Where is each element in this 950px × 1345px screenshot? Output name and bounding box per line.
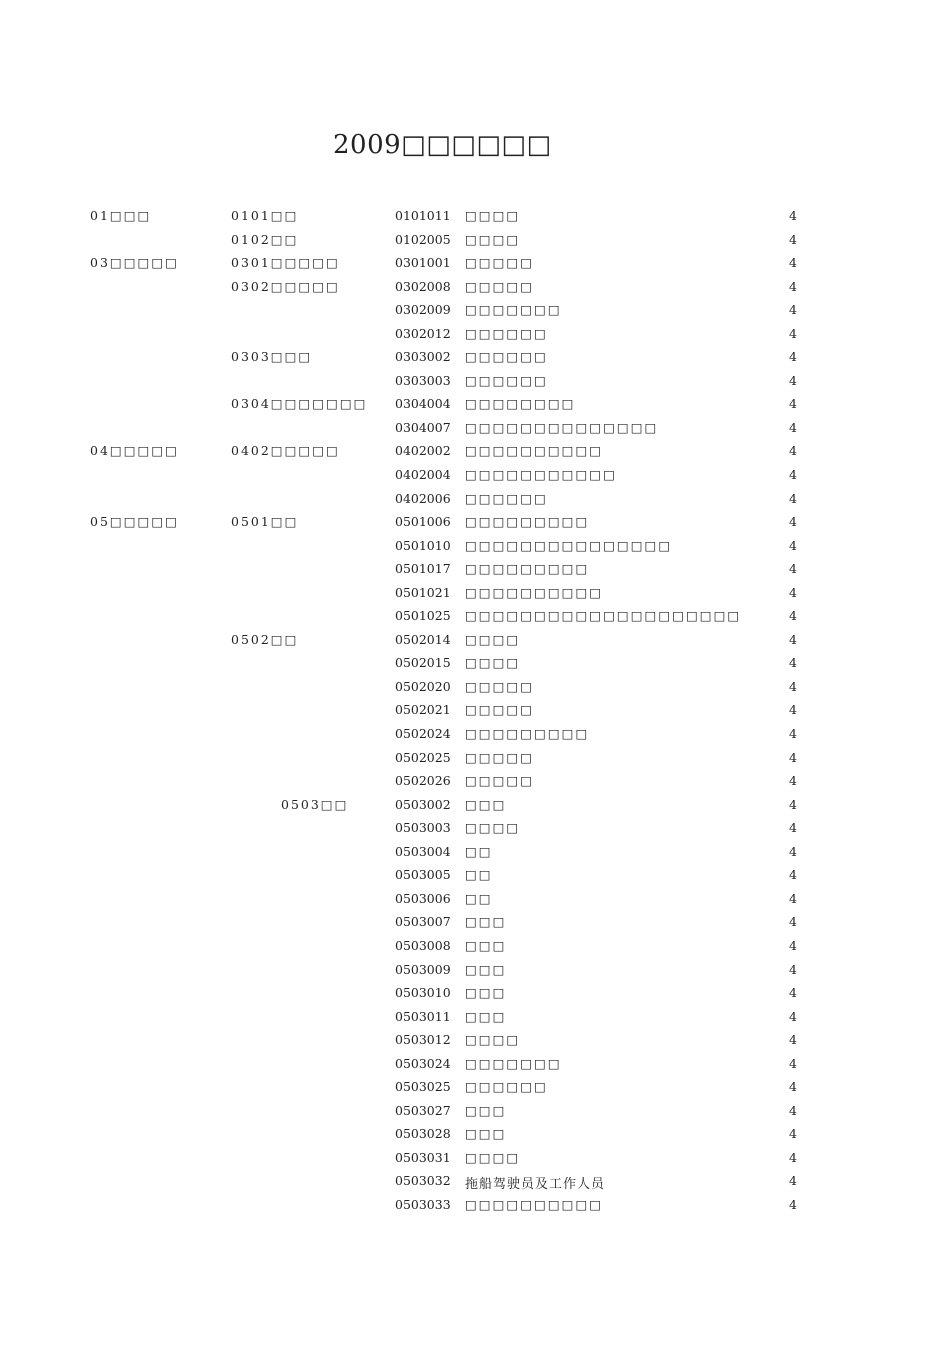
occupation-name-cell: □□□□□□□□□□ [465,443,604,459]
table-row [0,393,950,417]
table-row [0,558,950,582]
code-cell: 0304007 [395,419,451,435]
level-cell: 4 [789,1055,797,1071]
code-cell: 0503028 [395,1126,451,1142]
code-cell: 0501010 [395,537,451,553]
code-cell: 0501017 [395,561,451,577]
table-row [0,488,950,512]
level-cell: 4 [789,726,797,742]
level-cell: 4 [789,608,797,624]
occupation-name-cell: □□□□□ [465,702,535,718]
table-row [0,1123,950,1147]
table-row [0,252,950,276]
level-cell: 4 [789,537,797,553]
occupation-name-cell: □□□□ [465,231,521,247]
code-cell: 0303003 [395,372,451,388]
occupation-name-cell: □□□□□□□ [465,302,562,318]
level-cell: 4 [789,372,797,388]
table-row [0,276,950,300]
category-cell: 04□□□□□ [90,443,179,459]
level-cell: 4 [789,843,797,859]
table-row [0,747,950,771]
table-row [0,935,950,959]
occupation-name-cell: □□□□□ [465,678,535,694]
level-cell: 4 [789,1126,797,1142]
code-cell: 0502014 [395,631,451,647]
level-cell: 4 [789,678,797,694]
level-cell: 4 [789,514,797,530]
table-row [0,582,950,606]
table-row [0,323,950,347]
table-row [0,1194,950,1218]
occupation-name-cell: □□□□□ [465,749,535,765]
level-cell: 4 [789,773,797,789]
occupation-name-cell: □□□ [465,1008,507,1024]
code-cell: 0402004 [395,467,451,483]
code-cell: 0503002 [395,796,451,812]
occupation-name-cell: □□□□□ [465,255,535,271]
code-cell: 0503011 [395,1008,451,1024]
occupation-name-cell: □□□□ [465,655,521,671]
level-cell: 4 [789,231,797,247]
occupation-name-cell: □□ [465,890,493,906]
code-cell: 0303002 [395,349,451,365]
code-cell: 0302009 [395,302,451,318]
occupation-name-cell: □□□□□□ [465,1079,548,1095]
subcategory-cell: 0502□□ [231,631,299,647]
level-cell: 4 [789,561,797,577]
code-cell: 0503012 [395,1032,451,1048]
table-row [0,911,950,935]
occupation-name-cell: □□□□ [465,820,521,836]
code-cell: 0301001 [395,255,451,271]
code-cell: 0502015 [395,655,451,671]
level-cell: 4 [789,443,797,459]
table-row [0,205,950,229]
code-cell: 0501025 [395,608,451,624]
level-cell: 4 [789,702,797,718]
level-cell: 4 [789,208,797,223]
occupation-name-cell: □□□□ [465,208,521,223]
occupation-name-cell: □□□□□□□□□ [465,561,590,577]
subcategory-cell: 0503□□ [281,796,349,812]
code-cell: 0502020 [395,678,451,694]
table-row [0,723,950,747]
level-cell: 4 [789,1149,797,1165]
code-cell: 0503008 [395,937,451,953]
table-row [0,1029,950,1053]
code-cell: 0501021 [395,584,451,600]
table-row [0,229,950,253]
occupation-name-cell: □□ [465,843,493,859]
subcategory-cell: 0101□□ [231,208,299,223]
code-cell: 0502025 [395,749,451,765]
level-cell: 4 [789,1008,797,1024]
subcategory-cell: 0102□□ [231,231,299,247]
code-cell: 0501006 [395,514,451,530]
occupation-name-cell: □□□□□ [465,773,535,789]
occupation-name-cell: □□□□□□ [465,490,548,506]
occupation-name-cell: □□□□□□□□□□ [465,584,604,600]
subcategory-cell: 0303□□□ [231,349,313,365]
code-cell: 0402006 [395,490,451,506]
code-cell: 0304004 [395,396,451,412]
subcategory-cell: 0402□□□□□ [231,443,340,459]
code-cell: 0503024 [395,1055,451,1071]
level-cell: 4 [789,631,797,647]
code-cell: 0503033 [395,1196,451,1212]
code-cell: 0503005 [395,867,451,883]
level-cell: 4 [789,278,797,294]
level-cell: 4 [789,1196,797,1212]
code-cell: 0503027 [395,1102,451,1118]
level-cell: 4 [789,1173,797,1189]
code-cell: 0503003 [395,820,451,836]
level-cell: 4 [789,820,797,836]
table-row [0,629,950,653]
table-row [0,299,950,323]
occupation-name-cell: □□□ [465,985,507,1001]
table-row [0,794,950,818]
level-cell: 4 [789,419,797,435]
table-row [0,888,950,912]
level-cell: 4 [789,961,797,977]
level-cell: 4 [789,914,797,930]
level-cell: 4 [789,325,797,341]
level-cell: 4 [789,584,797,600]
occupation-name-cell: □□□□□□□□□□ [465,1196,604,1212]
occupation-name-cell: 拖船驾驶员及工作人员 [465,1177,606,1193]
table-row [0,1147,950,1171]
table-row [0,841,950,865]
level-cell: 4 [789,349,797,365]
category-cell: 03□□□□□ [90,255,179,271]
code-cell: 0302012 [395,325,451,341]
occupation-name-cell: □□□ [465,961,507,977]
occupation-table [0,205,950,1218]
level-cell: 4 [789,655,797,671]
occupation-name-cell: □□□□□□ [465,372,548,388]
code-cell: 0503009 [395,961,451,977]
subcategory-cell: 0301□□□□□ [231,255,340,271]
code-cell: 0503010 [395,985,451,1001]
level-cell: 4 [789,937,797,953]
occupation-name-cell: □□□□□□ [465,349,548,365]
table-row [0,817,950,841]
level-cell: 4 [789,1102,797,1118]
code-cell: 0102005 [395,231,451,247]
occupation-name-cell: □□□□□ [465,278,535,294]
occupation-name-cell: □□□ [465,1102,507,1118]
occupation-name-cell: □□ [465,867,493,883]
code-cell: 0503004 [395,843,451,859]
table-row [0,370,950,394]
table-row [0,652,950,676]
occupation-name-cell: □□□ [465,914,507,930]
level-cell: 4 [789,467,797,483]
subcategory-cell: 0501□□ [231,514,299,530]
level-cell: 4 [789,490,797,506]
code-cell: 0101011 [395,208,451,223]
occupation-name-cell: □□□□□□ [465,325,548,341]
table-row [0,464,950,488]
table-row [0,770,950,794]
occupation-name-cell: □□□□□□□□□□□□□□□ [465,537,673,553]
table-row [0,959,950,983]
code-cell: 0302008 [395,278,451,294]
table-row [0,1170,950,1194]
table-row [0,511,950,535]
code-cell: 0402002 [395,443,451,459]
level-cell: 4 [789,396,797,412]
code-cell: 0503006 [395,890,451,906]
occupation-name-cell: □□□□□□□□□□□□□□ [465,419,659,435]
code-cell: 0503031 [395,1149,451,1165]
occupation-name-cell: □□□ [465,1126,507,1142]
document-title: 2009□□□□□□ [333,130,552,160]
occupation-name-cell: □□□ [465,796,507,812]
code-cell: 0503025 [395,1079,451,1095]
occupation-name-cell: □□□□□□□□□ [465,726,590,742]
table-row [0,535,950,559]
table-row [0,864,950,888]
table-row [0,1006,950,1030]
occupation-name-cell: □□□□□□□□□□□□□□□□□□□□ [465,608,742,624]
occupation-name-cell: □□□□ [465,631,521,647]
category-cell: 01□□□ [90,208,152,223]
occupation-name-cell: □□□□□□□□□ [465,514,590,530]
code-cell: 0502026 [395,773,451,789]
table-row [0,417,950,441]
occupation-name-cell: □□□□ [465,1149,521,1165]
level-cell: 4 [789,255,797,271]
occupation-name-cell: □□□ [465,937,507,953]
code-cell: 0503007 [395,914,451,930]
code-cell: 0502024 [395,726,451,742]
table-row [0,1076,950,1100]
table-row [0,982,950,1006]
occupation-name-cell: □□□□ [465,1032,521,1048]
table-row [0,676,950,700]
level-cell: 4 [789,1032,797,1048]
occupation-name-cell: □□□□□□□ [465,1055,562,1071]
level-cell: 4 [789,890,797,906]
table-row [0,699,950,723]
subcategory-cell: 0302□□□□□ [231,278,340,294]
table-row [0,1100,950,1124]
code-cell: 0502021 [395,702,451,718]
category-cell: 05□□□□□ [90,514,179,530]
table-row [0,605,950,629]
level-cell: 4 [789,749,797,765]
level-cell: 4 [789,796,797,812]
table-row [0,1053,950,1077]
occupation-name-cell: □□□□□□□□□□□ [465,467,617,483]
subcategory-cell: 0304□□□□□□□ [231,396,368,412]
level-cell: 4 [789,302,797,318]
occupation-name-cell: □□□□□□□□ [465,396,576,412]
level-cell: 4 [789,867,797,883]
level-cell: 4 [789,985,797,1001]
level-cell: 4 [789,1079,797,1095]
table-row [0,440,950,464]
code-cell: 0503032 [395,1173,451,1189]
table-row [0,346,950,370]
